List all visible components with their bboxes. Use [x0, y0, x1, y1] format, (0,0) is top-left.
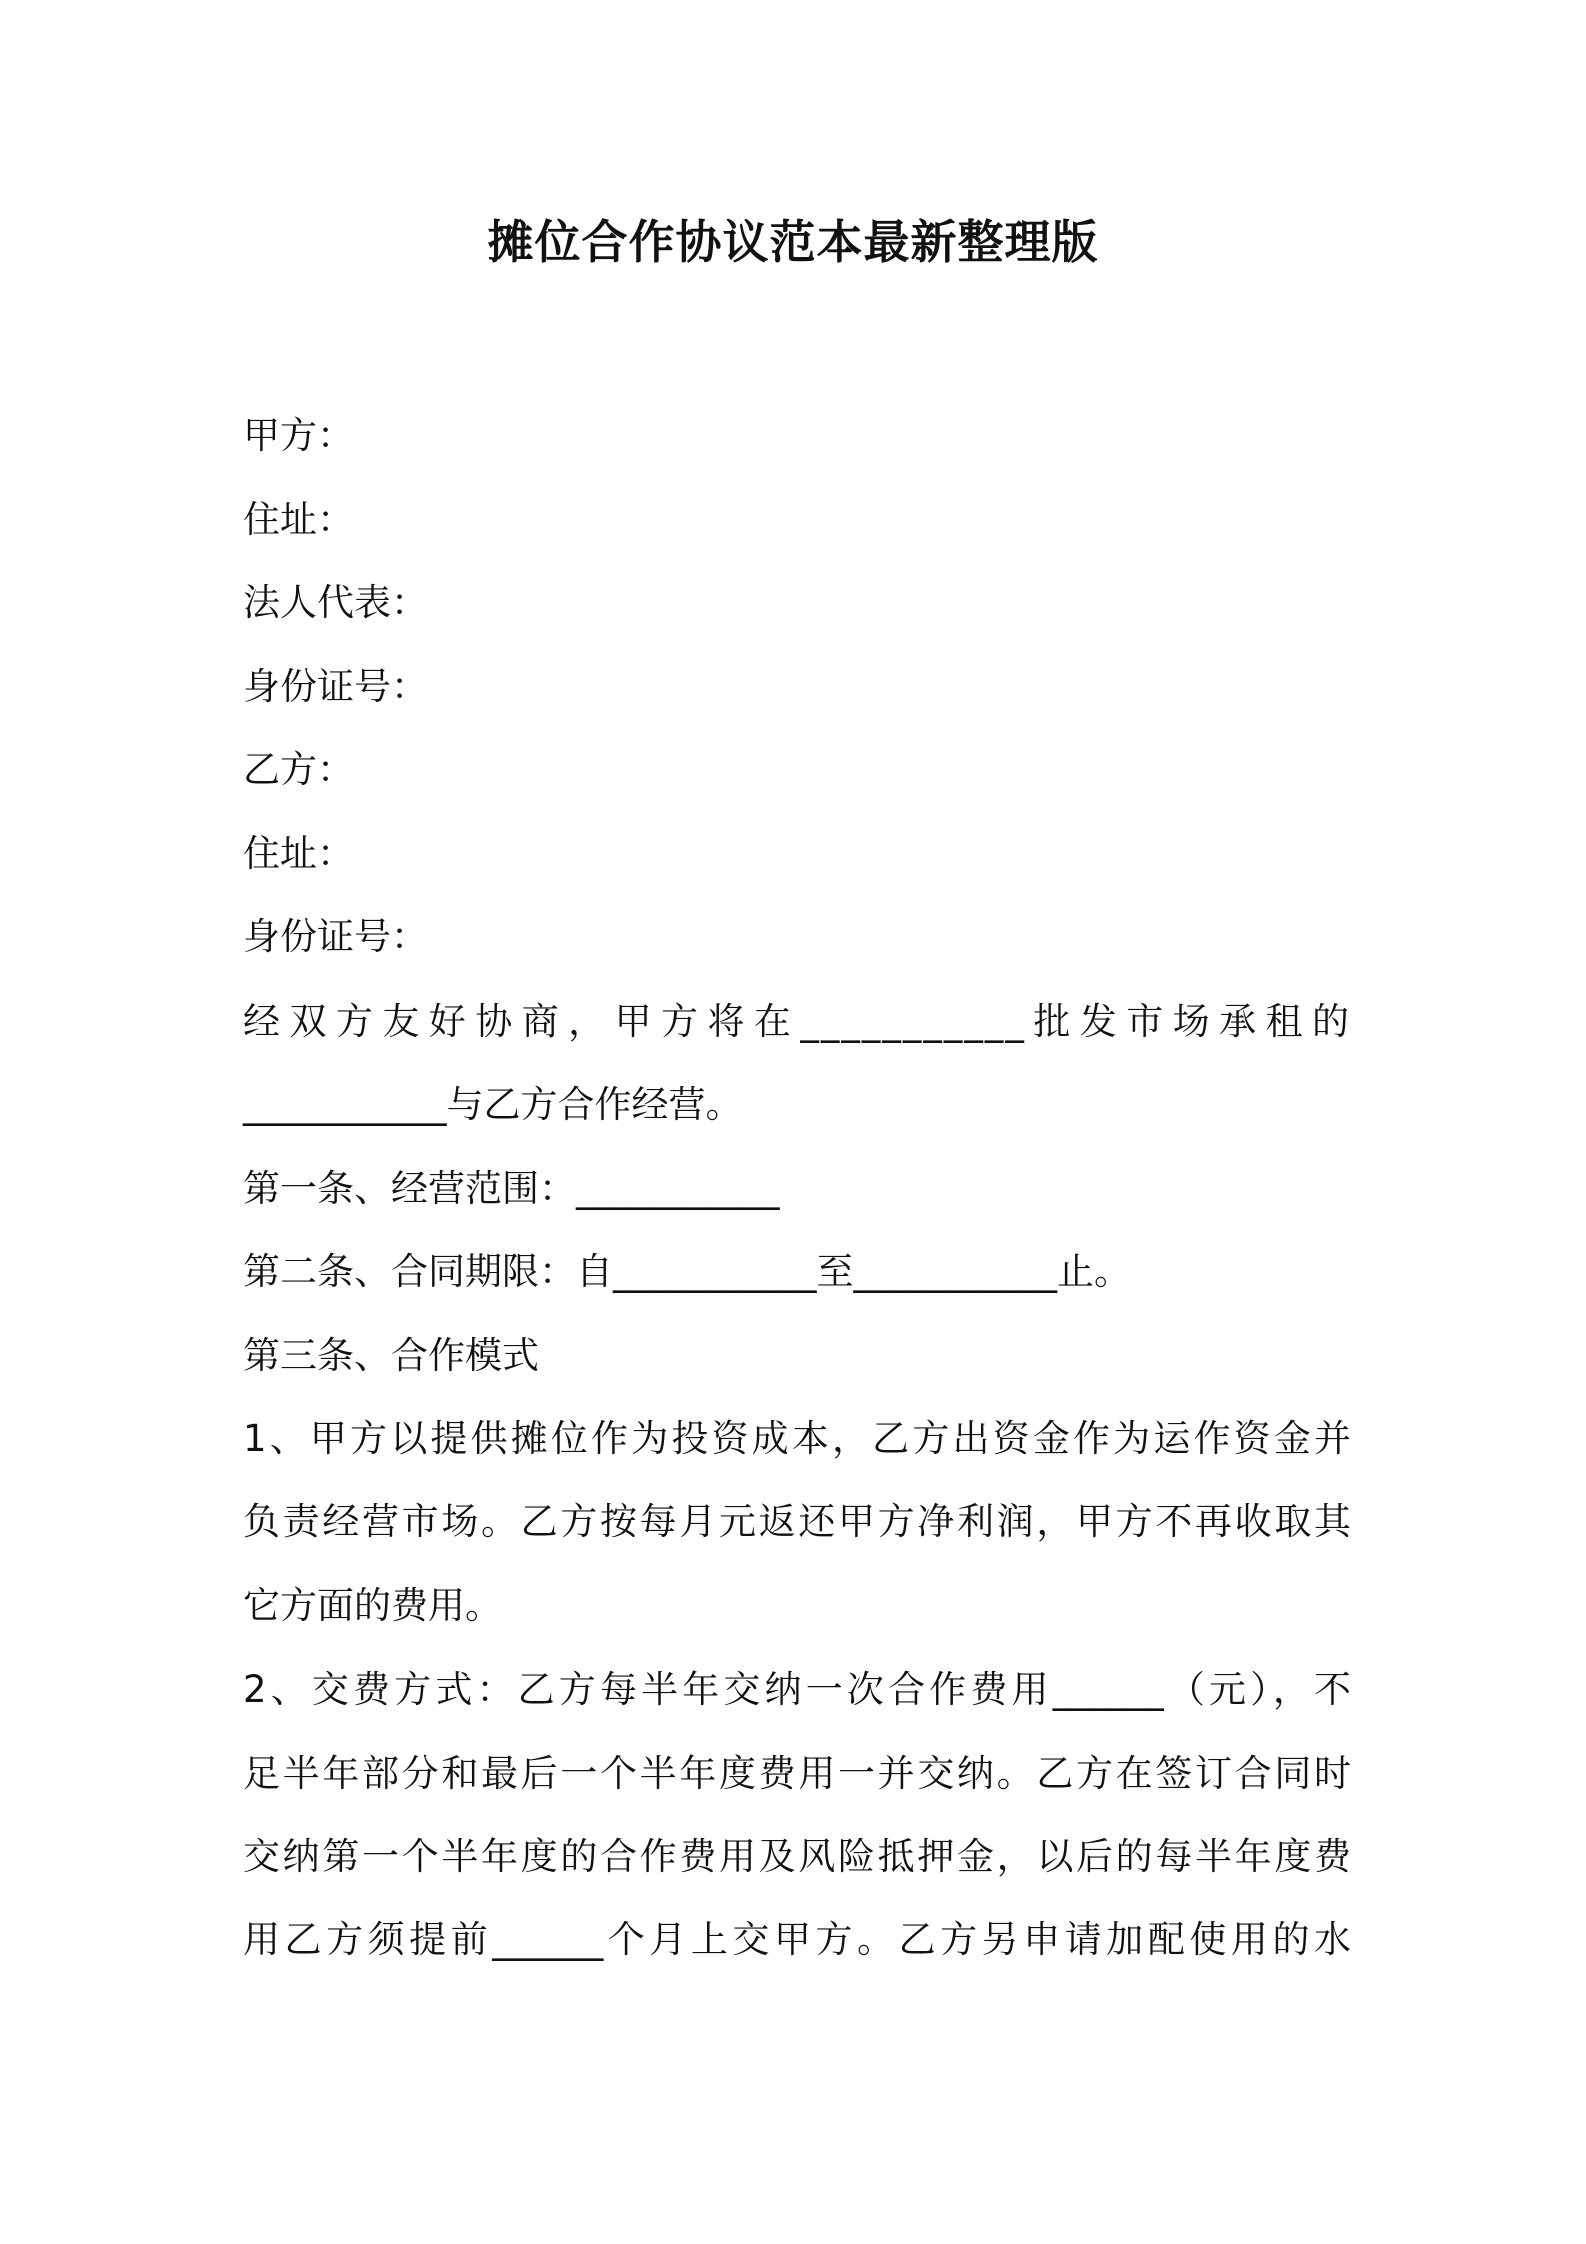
party-b-label: 乙方：	[243, 748, 354, 791]
body-line: 经双方友好协商，甲方将在___________批发市场承租的	[243, 1000, 1351, 1043]
body-line: 足半年部分和最后一个半年度费用一并交纳。乙方在签订合同时	[243, 1752, 1351, 1795]
article-3-heading: 第三条、合作模式	[243, 1334, 539, 1377]
party-a-label: 甲方：	[243, 414, 354, 457]
legal-representative-label: 法人代表：	[243, 581, 428, 624]
body-line: ___________与乙方合作经营。	[243, 1083, 743, 1126]
body-line: 2、交费方式：乙方每半年交纳一次合作费用______（元），不	[243, 1668, 1351, 1711]
body-line: 1、甲方以提供摊位作为投资成本，乙方出资金作为运作资金并	[243, 1417, 1351, 1460]
body-line: 交纳第一个半年度的合作费用及风险抵押金，以后的每半年度费	[243, 1835, 1351, 1878]
document-title: 摊位合作协议范本最新整理版	[487, 215, 1099, 269]
body-line: 它方面的费用。	[243, 1584, 502, 1627]
party-b-address-label: 住址：	[243, 832, 354, 875]
party-a-id-label: 身份证号：	[243, 665, 428, 708]
body-line: 用乙方须提前______个月上交甲方。乙方另申请加配使用的水	[243, 1918, 1351, 1961]
party-a-address-label: 住址：	[243, 498, 354, 541]
party-b-id-label: 身份证号：	[243, 915, 428, 958]
body-line: 负责经营市场。乙方按每月元返还甲方净利润，甲方不再收取其	[243, 1500, 1351, 1543]
article-1-line: 第一条、经营范围：___________	[243, 1167, 780, 1210]
article-2-line: 第二条、合同期限：自___________至___________止。	[243, 1250, 1131, 1293]
